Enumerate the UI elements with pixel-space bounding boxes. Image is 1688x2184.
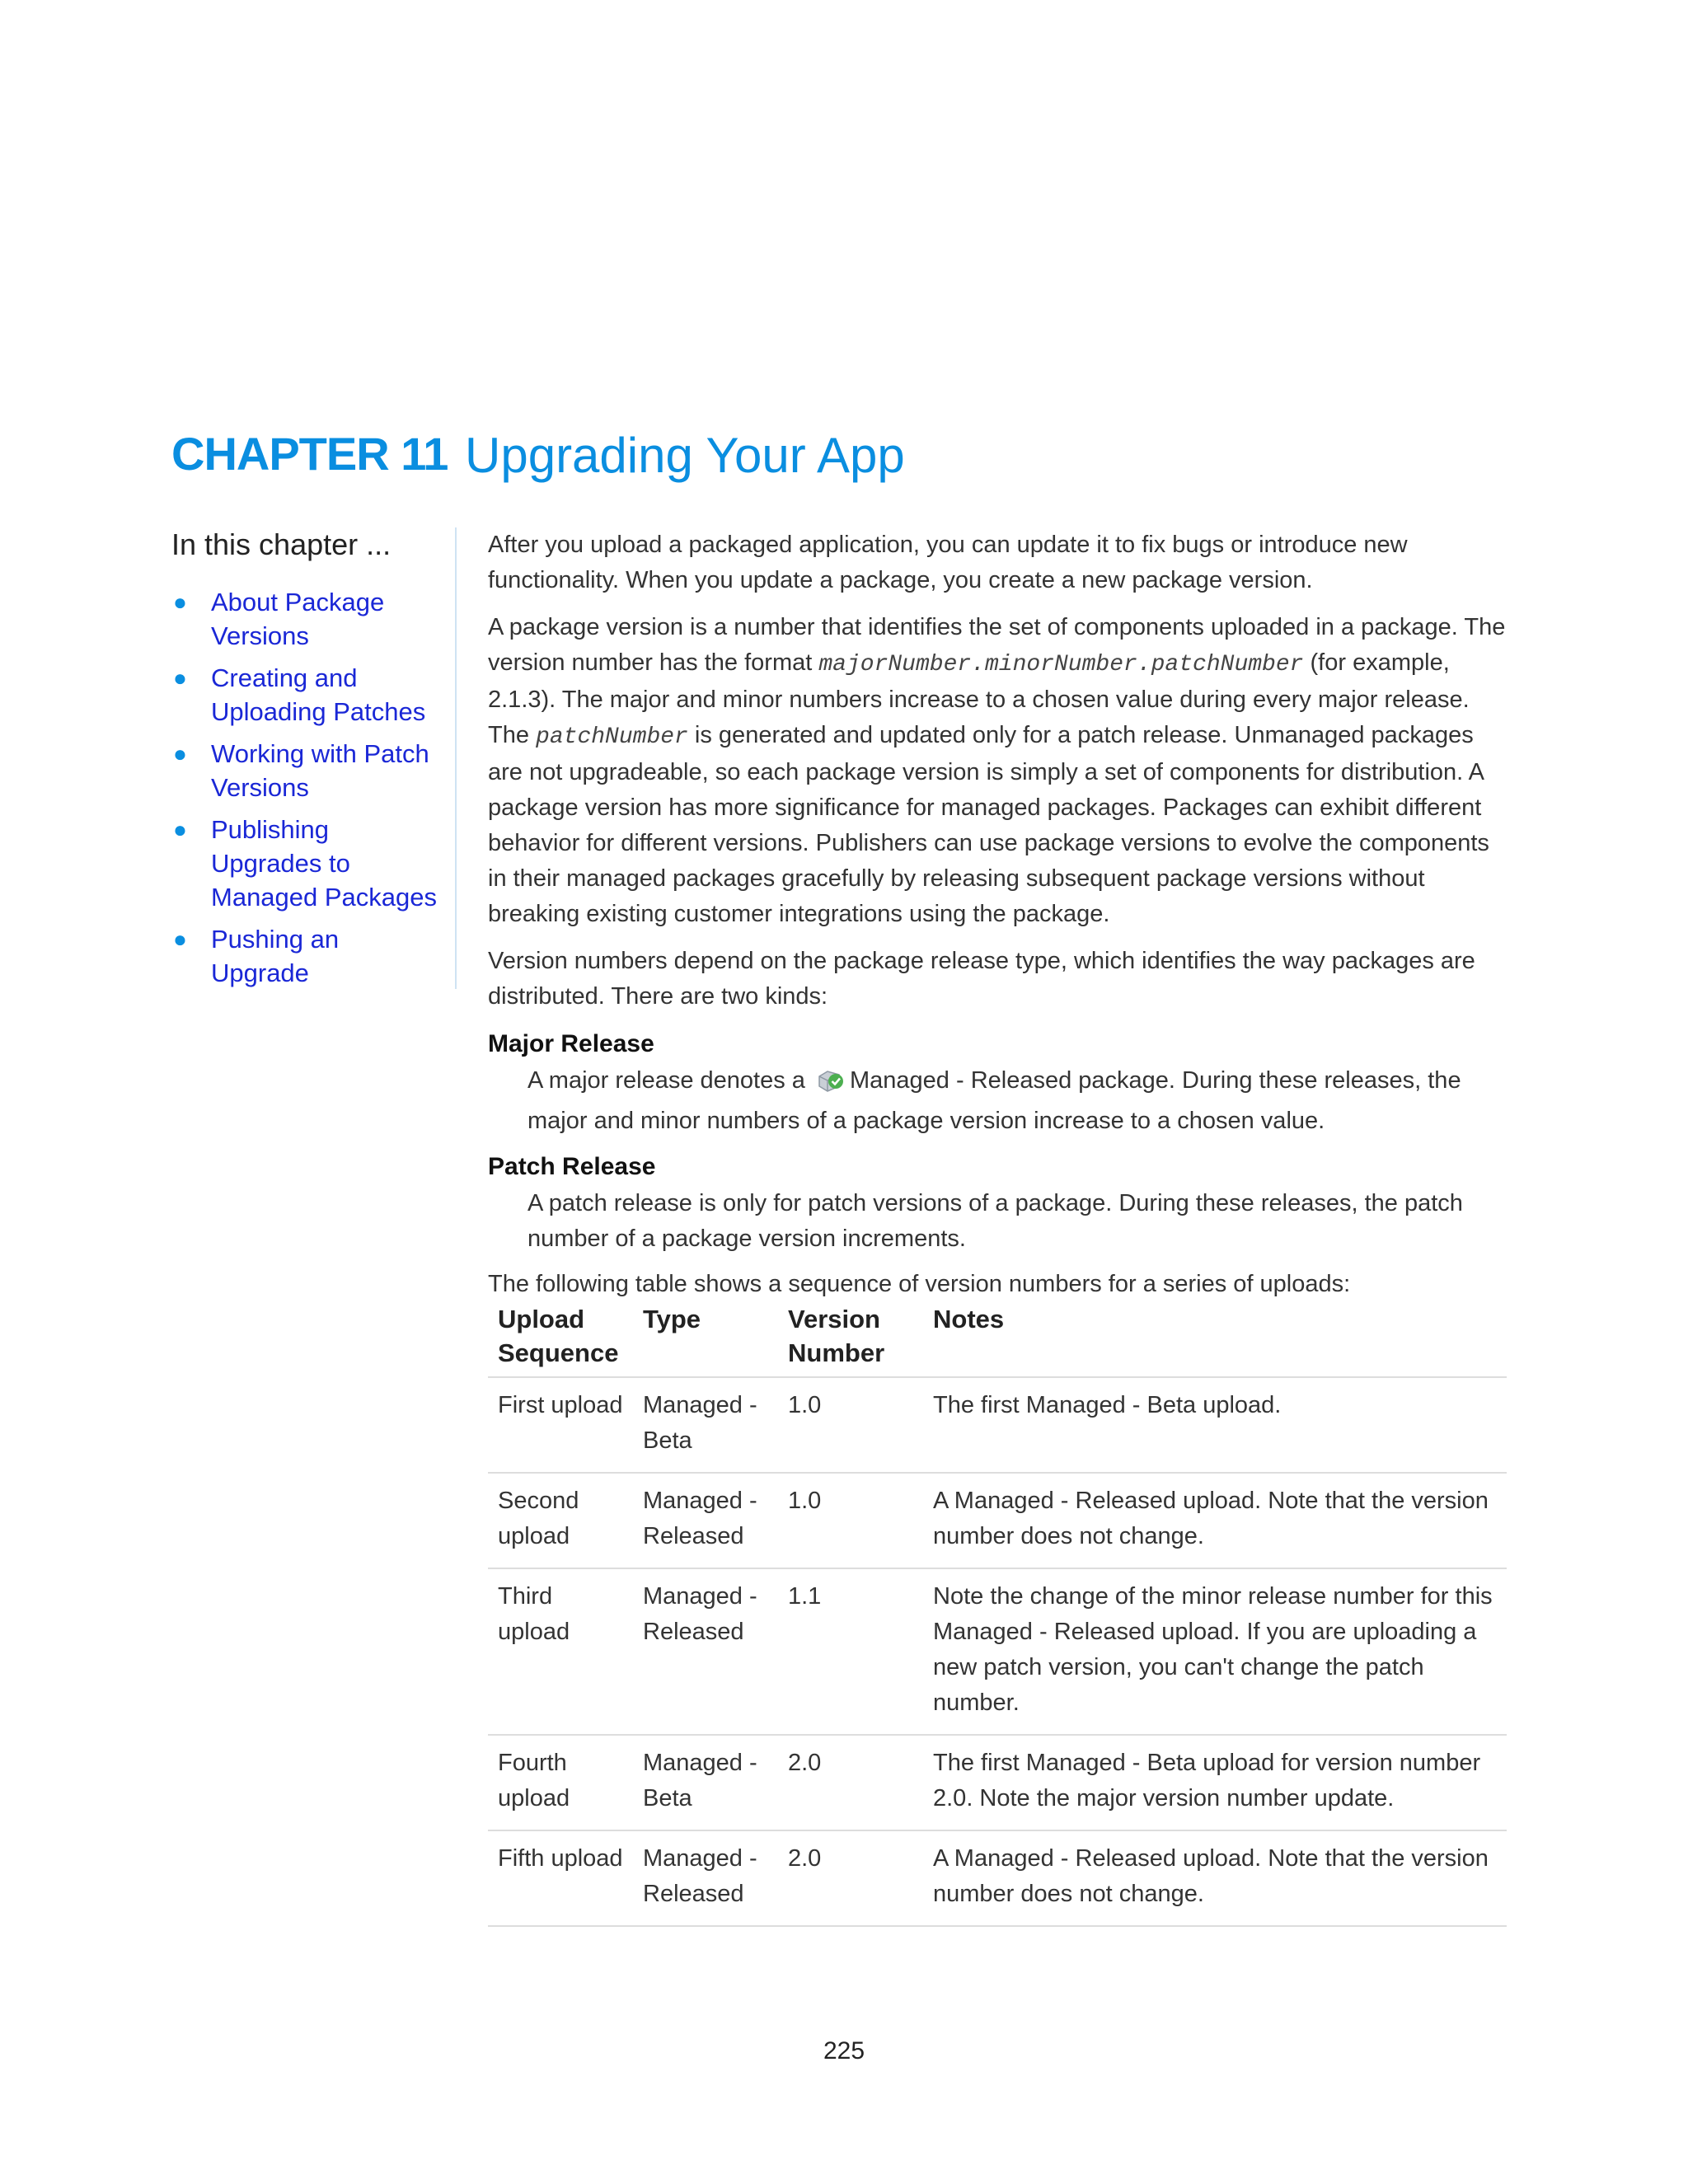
toc-link[interactable]: Pushing an Upgrade — [211, 925, 340, 987]
cell-notes: A Managed - Released upload. Note that the version number does not change. — [923, 1473, 1507, 1568]
patch-release-term: Patch Release — [488, 1153, 656, 1180]
toc-link[interactable]: Publishing Upgrades to Managed Packages — [211, 815, 438, 912]
cell-sequence: Third upload — [488, 1568, 633, 1735]
cell-version: 1.0 — [778, 1473, 923, 1568]
major-release-definition: A major release denotes a Managed - Released package. During these releases, the major and minor numbers of a package version increase to a chosen value. — [528, 1067, 1461, 1134]
chapter-header — [171, 420, 1573, 494]
header-upload-sequence: Upload Sequence — [488, 1294, 633, 1377]
toc-item-working-with-patch-versions[interactable] — [171, 737, 443, 804]
cell-notes: The first Managed - Beta upload for version number 2.0. Note the major version number update. — [923, 1735, 1507, 1830]
release-types-paragraph: Version numbers depend on the package release type, which identifies the way packages are distributed. There are two kinds: — [488, 948, 1475, 1010]
cell-type: Managed - Beta — [633, 1735, 778, 1830]
sidebar-heading: In this chapter ... — [171, 527, 392, 561]
table-row — [488, 1377, 1507, 1473]
table-intro: The following table shows a sequence of version numbers for a series of uploads: — [488, 1271, 1351, 1297]
cell-version: 1.1 — [778, 1568, 923, 1735]
toc-item-pushing-an-upgrade[interactable] — [171, 922, 443, 990]
cell-sequence: Fourth upload — [488, 1735, 633, 1830]
bullet-icon: ● — [173, 589, 187, 615]
page-number: 225 — [823, 2037, 865, 2064]
cell-notes: A Managed - Released upload. Note that the version number does not change. — [923, 1830, 1507, 1926]
bullet-icon: ● — [173, 817, 187, 842]
bullet-icon: ● — [173, 665, 187, 691]
cell-type: Managed - Released — [633, 1830, 778, 1926]
patch-release-definition: A patch release is only for patch versions of a package. During these releases, the patch number of a package version increments. — [528, 1190, 1463, 1252]
table-row — [488, 1473, 1507, 1568]
major-release-term: Major Release — [488, 1030, 654, 1057]
toc-item-publishing-upgrades[interactable] — [171, 813, 443, 914]
cell-type: Managed - Beta — [633, 1377, 778, 1473]
chapter-body — [488, 527, 1510, 1314]
cell-notes: Note the change of the minor release number for this Managed - Released upload. If you are uploading a new patch version, you can't change the patch number. — [923, 1568, 1507, 1735]
header-version-number: Version Number — [778, 1294, 923, 1377]
table-header-row — [488, 1294, 1507, 1377]
toc-item-creating-uploading-patches[interactable] — [171, 661, 443, 729]
cell-notes: The first Managed - Beta upload. — [923, 1377, 1507, 1473]
header-notes: Notes — [923, 1294, 1507, 1377]
header-type: Type — [633, 1294, 778, 1377]
toc-link[interactable]: Creating and Uploading Patches — [211, 663, 426, 726]
patch-number-code: patchNumber — [536, 724, 688, 750]
table-row — [488, 1568, 1507, 1735]
sidebar-divider — [455, 527, 457, 989]
cell-version: 1.0 — [778, 1377, 923, 1473]
cell-version: 2.0 — [778, 1735, 923, 1830]
table-row — [488, 1830, 1507, 1926]
toc-item-about-package-versions[interactable] — [171, 585, 443, 653]
cell-sequence: First upload — [488, 1377, 633, 1473]
bullet-icon: ● — [173, 926, 187, 952]
chapter-toc — [171, 585, 443, 990]
chapter-sidebar — [171, 527, 443, 998]
table-row — [488, 1735, 1507, 1830]
version-format-code: majorNumber.minorNumber.patchNumber — [818, 652, 1304, 677]
cell-sequence: Fifth upload — [488, 1830, 633, 1926]
version-format-paragraph: A package version is a number that identifies the set of components uploaded in a package. The version number has the format majorNumber.minorNumber.patchNumber (for example, 2.1.3). The major and minor numbers increase to a chosen value during every major release. The patchNumber is generated and updated only for a patch release. Unmanaged packages are not upgradeable, so each package version is simply a set of components for distribution. A package version has more significance for managed packages. Packages can exhibit different behavior for different versions. Publishers can use package versions to evolve the components in their managed packages gracefully by releasing subsequent package versions without breaking existing customer integrations using the package. — [488, 614, 1506, 927]
chapter-label: CHAPTER 11 — [171, 428, 448, 480]
toc-link[interactable]: About Package Versions — [211, 588, 385, 650]
version-number-table — [488, 1294, 1507, 1927]
cell-version: 2.0 — [778, 1830, 923, 1926]
toc-link[interactable]: Working with Patch Versions — [211, 739, 429, 802]
bullet-icon: ● — [173, 741, 187, 766]
intro-paragraph: After you upload a packaged application, you can update it to fix bugs or introduce new functionality. When you update a package, you create a new package version. — [488, 532, 1408, 593]
cell-sequence: Second upload — [488, 1473, 633, 1568]
managed-released-package-icon — [817, 1066, 845, 1104]
cell-type: Managed - Released — [633, 1473, 778, 1568]
chapter-title: Upgrading Your App — [465, 428, 905, 483]
cell-type: Managed - Released — [633, 1568, 778, 1735]
